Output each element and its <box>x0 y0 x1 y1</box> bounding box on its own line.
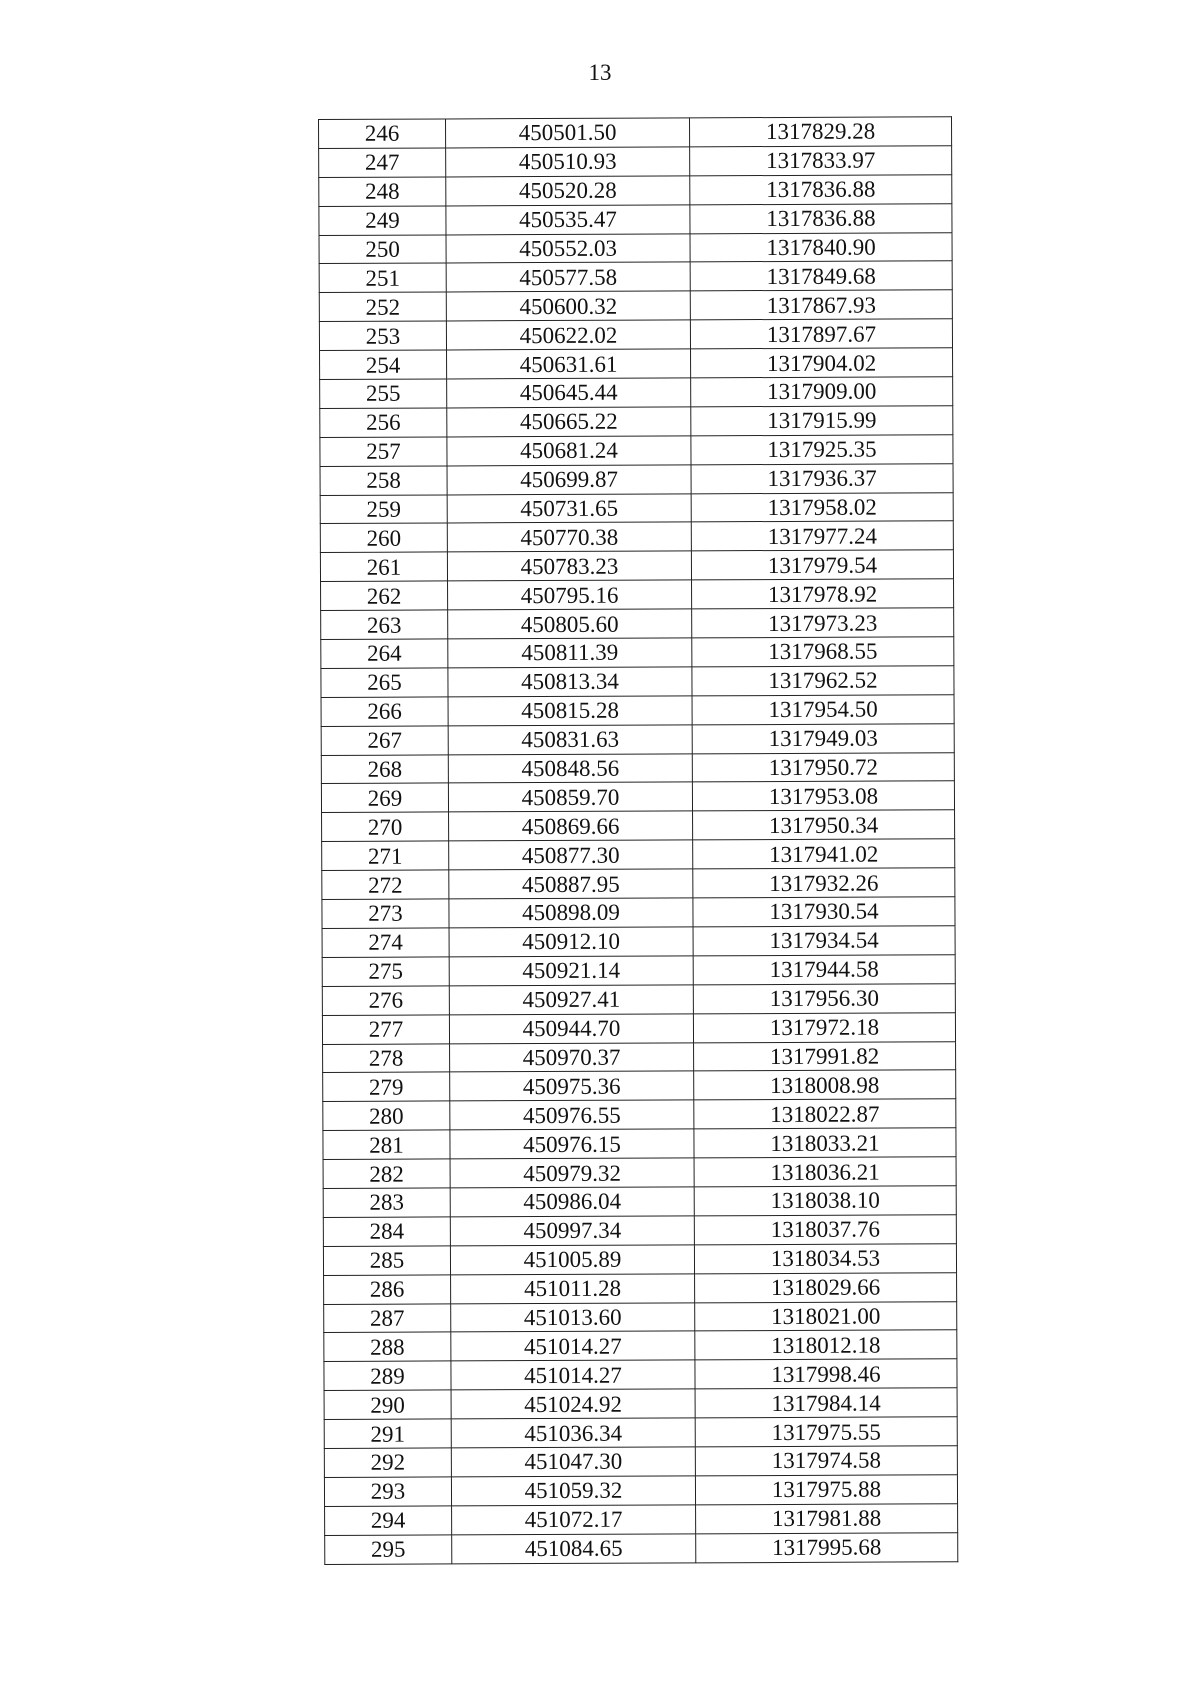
y-coordinate-cell: 1318021.00 <box>695 1301 957 1331</box>
y-coordinate-cell: 1317941.02 <box>693 839 955 869</box>
x-coordinate-cell: 451014.27 <box>451 1360 695 1390</box>
x-coordinate-cell: 450795.16 <box>448 580 692 610</box>
y-coordinate-cell: 1317836.88 <box>690 175 952 205</box>
y-coordinate-cell: 1317975.55 <box>695 1417 957 1447</box>
point-number-cell: 283 <box>323 1188 450 1217</box>
point-number-cell: 256 <box>320 408 447 437</box>
x-coordinate-cell: 450577.58 <box>446 262 690 292</box>
point-number-cell: 290 <box>324 1390 451 1419</box>
table-row <box>324 1301 957 1333</box>
table-row <box>321 608 954 640</box>
y-coordinate-cell: 1317981.88 <box>696 1503 958 1533</box>
point-number-cell: 294 <box>325 1506 452 1535</box>
table-row <box>321 752 954 784</box>
point-number-cell: 247 <box>319 148 446 177</box>
x-coordinate-cell: 450997.34 <box>450 1216 694 1246</box>
y-coordinate-cell: 1317984.14 <box>695 1388 957 1418</box>
x-coordinate-cell: 450813.34 <box>448 667 692 697</box>
x-coordinate-cell: 450501.50 <box>446 118 690 148</box>
table-row <box>323 1157 956 1189</box>
table-row <box>322 1012 955 1044</box>
point-number-cell: 281 <box>323 1130 450 1159</box>
table-row <box>319 319 952 351</box>
table-row <box>319 175 952 207</box>
x-coordinate-cell: 451047.30 <box>451 1447 695 1477</box>
x-coordinate-cell: 450831.63 <box>448 725 692 755</box>
x-coordinate-cell: 450979.32 <box>450 1158 694 1188</box>
point-number-cell: 282 <box>323 1159 450 1188</box>
x-coordinate-cell: 450976.55 <box>450 1100 694 1130</box>
point-number-cell: 272 <box>322 870 449 899</box>
x-coordinate-cell: 450681.24 <box>447 436 691 466</box>
x-coordinate-cell: 450699.87 <box>447 465 691 495</box>
table-row <box>320 492 953 524</box>
table-row <box>323 1243 956 1275</box>
table-row <box>324 1446 957 1478</box>
y-coordinate-cell: 1317998.46 <box>695 1359 957 1389</box>
point-number-cell: 271 <box>322 841 449 870</box>
table-row <box>323 1041 956 1073</box>
y-coordinate-cell: 1318033.21 <box>694 1128 956 1158</box>
x-coordinate-cell: 450944.70 <box>449 1013 693 1043</box>
table-row <box>322 868 955 900</box>
table-row <box>321 723 954 755</box>
coordinates-table-body <box>319 117 958 1564</box>
point-number-cell: 261 <box>320 552 447 581</box>
y-coordinate-cell: 1317956.30 <box>693 983 955 1013</box>
table-row <box>323 1128 956 1160</box>
table-row <box>325 1503 958 1535</box>
y-coordinate-cell: 1317836.88 <box>690 203 952 233</box>
table-row <box>321 781 954 813</box>
y-coordinate-cell: 1317833.97 <box>690 146 952 176</box>
point-number-cell: 275 <box>322 957 449 986</box>
y-coordinate-cell: 1317995.68 <box>696 1532 958 1562</box>
x-coordinate-cell: 450975.36 <box>450 1071 694 1101</box>
table-row <box>324 1330 957 1362</box>
point-number-cell: 287 <box>324 1303 451 1332</box>
table-row <box>320 550 953 582</box>
point-number-cell: 254 <box>320 350 447 379</box>
x-coordinate-cell: 451072.17 <box>452 1505 696 1535</box>
point-number-cell: 269 <box>321 783 448 812</box>
point-number-cell: 268 <box>321 755 448 784</box>
table-row <box>322 839 955 871</box>
table-row <box>324 1388 957 1420</box>
point-number-cell: 267 <box>321 726 448 755</box>
x-coordinate-cell: 450520.28 <box>446 176 690 206</box>
y-coordinate-cell: 1318022.87 <box>694 1099 956 1129</box>
x-coordinate-cell: 450887.95 <box>449 869 693 899</box>
x-coordinate-cell: 450921.14 <box>449 956 693 986</box>
x-coordinate-cell: 450783.23 <box>447 551 691 581</box>
table-row <box>320 463 953 495</box>
table-row <box>321 666 954 698</box>
point-number-cell: 284 <box>323 1217 450 1246</box>
table-row <box>323 1186 956 1218</box>
table-row <box>320 406 953 438</box>
y-coordinate-cell: 1317932.26 <box>693 868 955 898</box>
point-number-cell: 252 <box>319 292 446 321</box>
y-coordinate-cell: 1318034.53 <box>694 1243 956 1273</box>
table-row <box>322 897 955 929</box>
table-row <box>323 1215 956 1247</box>
point-number-cell: 293 <box>324 1477 451 1506</box>
point-number-cell: 265 <box>321 668 448 697</box>
y-coordinate-cell: 1318036.21 <box>694 1157 956 1187</box>
point-number-cell: 260 <box>320 523 447 552</box>
x-coordinate-cell: 450869.66 <box>449 811 693 841</box>
x-coordinate-cell: 450631.61 <box>447 349 691 379</box>
y-coordinate-cell: 1317840.90 <box>690 232 952 262</box>
x-coordinate-cell: 450815.28 <box>448 696 692 726</box>
x-coordinate-cell: 450600.32 <box>446 291 690 321</box>
x-coordinate-cell: 450859.70 <box>448 782 692 812</box>
point-number-cell: 263 <box>321 610 448 639</box>
table-row <box>319 203 952 235</box>
point-number-cell: 246 <box>319 119 446 148</box>
point-number-cell: 273 <box>322 899 449 928</box>
y-coordinate-cell: 1318008.98 <box>694 1070 956 1100</box>
y-coordinate-cell: 1317968.55 <box>692 637 954 667</box>
y-coordinate-cell: 1317950.72 <box>692 752 954 782</box>
x-coordinate-cell: 451013.60 <box>451 1302 695 1332</box>
point-number-cell: 280 <box>323 1101 450 1130</box>
y-coordinate-cell: 1317867.93 <box>690 290 952 320</box>
table-row <box>322 955 955 987</box>
x-coordinate-cell: 450535.47 <box>446 205 690 235</box>
table-row <box>324 1417 957 1449</box>
table-row <box>319 232 952 264</box>
x-coordinate-cell: 450970.37 <box>450 1042 694 1072</box>
point-number-cell: 276 <box>322 986 449 1015</box>
x-coordinate-cell: 450927.41 <box>449 985 693 1015</box>
table-row <box>320 435 953 467</box>
point-number-cell: 257 <box>320 437 447 466</box>
y-coordinate-cell: 1317962.52 <box>692 666 954 696</box>
y-coordinate-cell: 1317936.37 <box>691 463 953 493</box>
table-row <box>320 348 953 380</box>
y-coordinate-cell: 1317930.54 <box>693 897 955 927</box>
point-number-cell: 250 <box>319 235 446 264</box>
y-coordinate-cell: 1317978.92 <box>692 579 954 609</box>
point-number-cell: 248 <box>319 177 446 206</box>
y-coordinate-cell: 1318037.76 <box>694 1215 956 1245</box>
y-coordinate-cell: 1318012.18 <box>695 1330 957 1360</box>
point-number-cell: 292 <box>324 1448 451 1477</box>
point-number-cell: 278 <box>323 1043 450 1072</box>
table-row <box>322 810 955 842</box>
x-coordinate-cell: 450731.65 <box>447 493 691 523</box>
x-coordinate-cell: 451084.65 <box>452 1534 696 1564</box>
x-coordinate-cell: 450510.93 <box>446 147 690 177</box>
x-coordinate-cell: 451059.32 <box>451 1476 695 1506</box>
y-coordinate-cell: 1317975.88 <box>695 1475 957 1505</box>
x-coordinate-cell: 450645.44 <box>447 378 691 408</box>
x-coordinate-cell: 450986.04 <box>450 1187 694 1217</box>
point-number-cell: 259 <box>320 495 447 524</box>
y-coordinate-cell: 1317954.50 <box>692 695 954 725</box>
table-row <box>324 1272 957 1304</box>
x-coordinate-cell: 451024.92 <box>451 1389 695 1419</box>
table-row <box>319 290 952 322</box>
table-row <box>321 695 954 727</box>
x-coordinate-cell: 451036.34 <box>451 1418 695 1448</box>
point-number-cell: 285 <box>323 1246 450 1275</box>
point-number-cell: 264 <box>321 639 448 668</box>
y-coordinate-cell: 1318029.66 <box>695 1272 957 1302</box>
table-row <box>323 1099 956 1131</box>
y-coordinate-cell: 1317909.00 <box>691 377 953 407</box>
y-coordinate-cell: 1317972.18 <box>693 1012 955 1042</box>
x-coordinate-cell: 450811.39 <box>448 638 692 668</box>
coordinates-table <box>318 116 958 1564</box>
y-coordinate-cell: 1317934.54 <box>693 926 955 956</box>
point-number-cell: 277 <box>322 1015 449 1044</box>
y-coordinate-cell: 1317974.58 <box>695 1446 957 1476</box>
x-coordinate-cell: 450848.56 <box>448 753 692 783</box>
table-row <box>323 1070 956 1102</box>
y-coordinate-cell: 1317915.99 <box>691 406 953 436</box>
table-row <box>320 521 953 553</box>
table-row <box>321 579 954 611</box>
table-row <box>324 1359 957 1391</box>
y-coordinate-cell: 1317950.34 <box>693 810 955 840</box>
point-number-cell: 258 <box>320 466 447 495</box>
point-number-cell: 249 <box>319 206 446 235</box>
x-coordinate-cell: 451011.28 <box>451 1273 695 1303</box>
table-row <box>322 983 955 1015</box>
point-number-cell: 291 <box>324 1419 451 1448</box>
y-coordinate-cell: 1317849.68 <box>690 261 952 291</box>
x-coordinate-cell: 450552.03 <box>446 233 690 263</box>
x-coordinate-cell: 450805.60 <box>448 609 692 639</box>
table-row <box>319 261 952 293</box>
y-coordinate-cell: 1317829.28 <box>689 117 951 147</box>
table-row <box>325 1532 958 1564</box>
table-row <box>319 146 952 178</box>
y-coordinate-cell: 1317944.58 <box>693 955 955 985</box>
point-number-cell: 279 <box>323 1072 450 1101</box>
table-row <box>320 377 953 409</box>
y-coordinate-cell: 1317991.82 <box>694 1041 956 1071</box>
x-coordinate-cell: 450622.02 <box>446 320 690 350</box>
point-number-cell: 253 <box>319 321 446 350</box>
x-coordinate-cell: 450770.38 <box>447 522 691 552</box>
point-number-cell: 255 <box>320 379 447 408</box>
point-number-cell: 251 <box>319 263 446 292</box>
y-coordinate-cell: 1317977.24 <box>691 521 953 551</box>
x-coordinate-cell: 450976.15 <box>450 1129 694 1159</box>
point-number-cell: 289 <box>324 1361 451 1390</box>
x-coordinate-cell: 451005.89 <box>450 1245 694 1275</box>
y-coordinate-cell: 1317904.02 <box>691 348 953 378</box>
point-number-cell: 266 <box>321 697 448 726</box>
x-coordinate-cell: 451014.27 <box>451 1331 695 1361</box>
y-coordinate-cell: 1317958.02 <box>691 492 953 522</box>
x-coordinate-cell: 450912.10 <box>449 927 693 957</box>
x-coordinate-cell: 450898.09 <box>449 898 693 928</box>
y-coordinate-cell: 1317973.23 <box>692 608 954 638</box>
point-number-cell: 295 <box>325 1535 452 1564</box>
table-row <box>322 926 955 958</box>
point-number-cell: 274 <box>322 928 449 957</box>
table-row <box>321 637 954 669</box>
point-number-cell: 262 <box>321 581 448 610</box>
table-row <box>319 117 952 149</box>
x-coordinate-cell: 450877.30 <box>449 840 693 870</box>
page-number: 13 <box>588 60 612 85</box>
y-coordinate-cell: 1317953.08 <box>692 781 954 811</box>
y-coordinate-cell: 1317949.03 <box>692 723 954 753</box>
point-number-cell: 288 <box>324 1332 451 1361</box>
y-coordinate-cell: 1317979.54 <box>691 550 953 580</box>
table-row <box>324 1475 957 1507</box>
y-coordinate-cell: 1317897.67 <box>690 319 952 349</box>
y-coordinate-cell: 1318038.10 <box>694 1186 956 1216</box>
y-coordinate-cell: 1317925.35 <box>691 435 953 465</box>
x-coordinate-cell: 450665.22 <box>447 407 691 437</box>
point-number-cell: 270 <box>322 812 449 841</box>
point-number-cell: 286 <box>324 1275 451 1304</box>
